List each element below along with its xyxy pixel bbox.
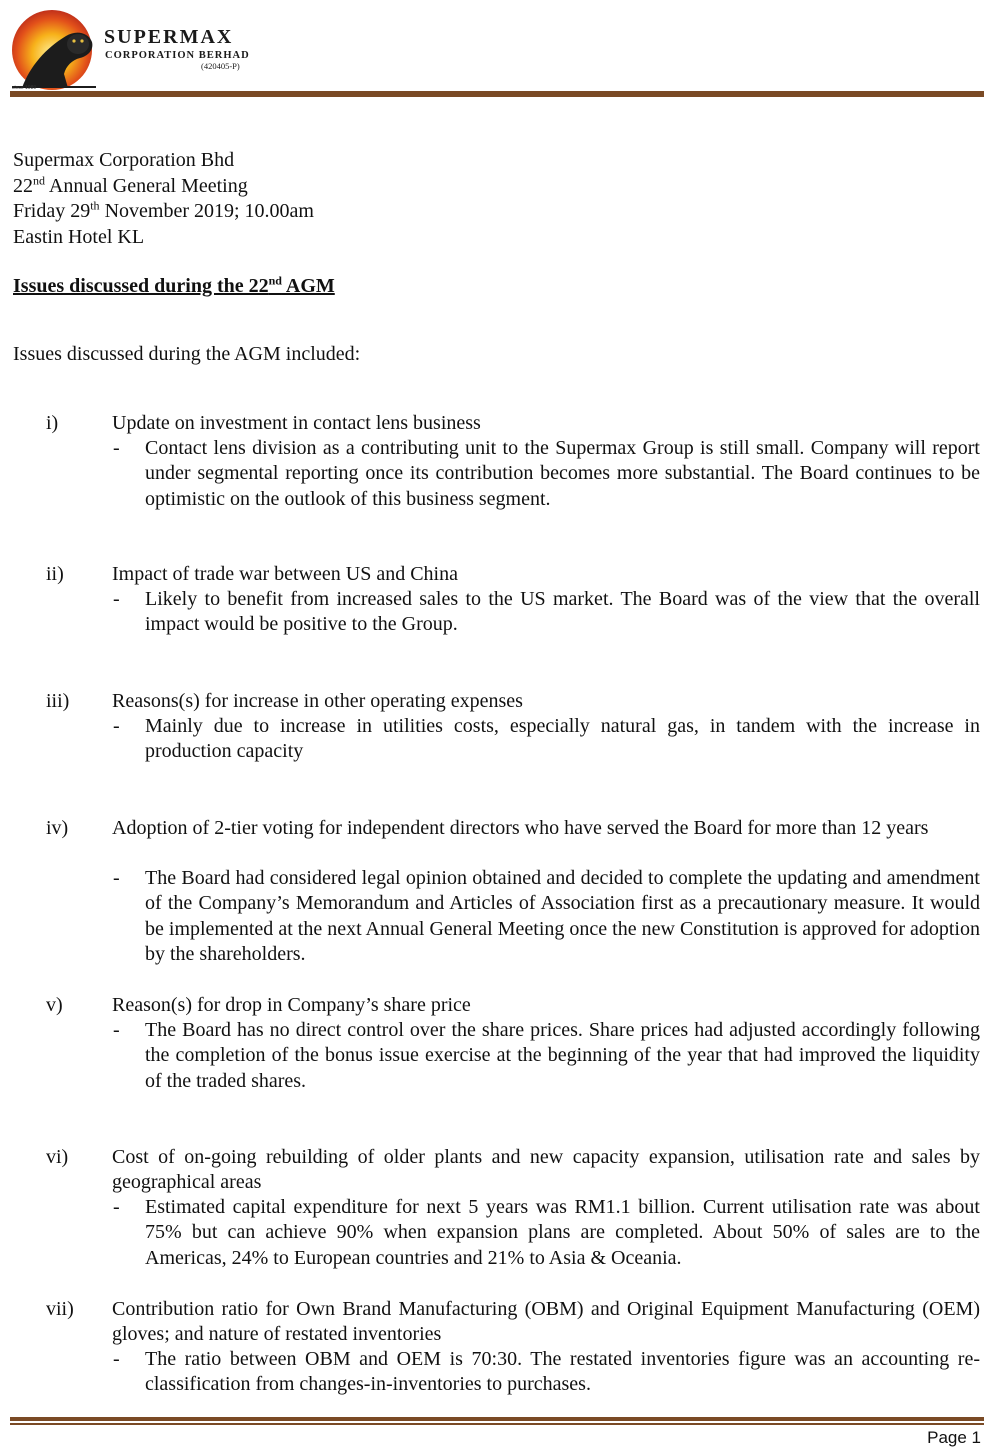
issue-question: Adoption of 2-tier voting for independent directors who have served the Board for more than 12 years: [112, 817, 929, 839]
issue-question: Reason(s) for drop in Company’s share price: [112, 994, 471, 1016]
issue-answer: The Board had considered legal opinion obtained and decided to complete the updating and amendment of the Company’s Memorandum and Articles of Association first as a precautionary measure. It would be implemented at the next Annual General Meeting once the new Constitution is approved for adoption by the shareholders.: [145, 867, 980, 965]
issue-number: ii): [46, 563, 64, 585]
issue-number: i): [46, 412, 59, 434]
since-label: since 1989: [12, 85, 37, 91]
panther-sun-logo: [8, 8, 100, 94]
company-line: Supermax Corporation Bhd: [13, 149, 235, 171]
meeting-info: [13, 148, 314, 250]
issue-question: Impact of trade war between US and China: [112, 563, 458, 585]
footer-rule-thin: [10, 1423, 984, 1425]
answer-dash: -: [113, 1196, 120, 1218]
issue-number: iii): [46, 690, 70, 712]
footer-rule: [10, 1417, 984, 1421]
issue-answer: The Board has no direct control over the share prices. Share prices had adjusted accordingly following the completion of the bonus issue exercise at the beginning of the year that had improved the liquidity of the traded shares.: [145, 1019, 980, 1092]
issue-question: Cost of on-going rebuilding of older plants and new capacity expansion, utilisation rate and sales by geographical areas: [112, 1146, 980, 1194]
issue-answer: Likely to benefit from increased sales to the US market. The Board was of the view that the overall impact would be positive to the Group.: [145, 588, 980, 636]
issue-question: Reasons(s) for increase in other operating expenses: [112, 690, 523, 712]
intro-text: Issues discussed during the AGM included:: [13, 343, 361, 365]
issue-number: iv): [46, 817, 69, 839]
section-title: Issues discussed during the 22nd AGM: [13, 273, 335, 297]
answer-dash: -: [113, 715, 120, 737]
brand-subtitle: CORPORATION BERHAD: [105, 50, 250, 61]
issue-number: v): [46, 994, 63, 1016]
agm-line: 22nd Annual General Meeting: [13, 172, 248, 197]
answer-dash: -: [113, 437, 120, 459]
issue-answer: Contact lens division as a contributing unit to the Supermax Group is still small. Company will report under segmental reporting once its contribution becomes more substantial. The Board continues to be optimistic on the outlook of this business segment.: [145, 437, 980, 510]
header-rule: [10, 91, 984, 97]
date-line: Friday 29th November 2019; 10.00am: [13, 198, 314, 222]
answer-dash: -: [113, 1019, 120, 1041]
brand-name: SUPERMAX: [104, 26, 234, 48]
letterhead: [0, 0, 995, 100]
issue-number: vii): [46, 1298, 74, 1320]
issue-number: vi): [46, 1146, 69, 1168]
answer-dash: -: [113, 1348, 120, 1370]
venue-line: Eastin Hotel KL: [13, 225, 145, 248]
answer-dash: -: [113, 867, 120, 889]
answer-dash: -: [113, 588, 120, 610]
page-number: Page 1: [927, 1428, 981, 1447]
issue-question: Contribution ratio for Own Brand Manufacturing (OBM) and Original Equipment Manufacturing (OEM) gloves; and nature of restated inventories: [112, 1298, 980, 1346]
company-registration: (420405-P): [201, 61, 240, 71]
issue-answer: The ratio between OBM and OEM is 70:30. The restated inventories figure was an accounting re-classification from changes-in-inventories to purchases.: [145, 1348, 980, 1396]
issue-question: Update on investment in contact lens business: [112, 412, 481, 434]
issue-answer: Estimated capital expenditure for next 5 years was RM1.1 billion. Current utilisation rate was about 75% but can achieve 90% when expansion plans are completed. About 50% of sales are to the Americas, 24% to European countries and 21% to Asia & Oceania.: [145, 1196, 980, 1269]
issue-answer: Mainly due to increase in utilities costs, especially natural gas, in tandem with the increase in production capacity: [145, 715, 980, 763]
